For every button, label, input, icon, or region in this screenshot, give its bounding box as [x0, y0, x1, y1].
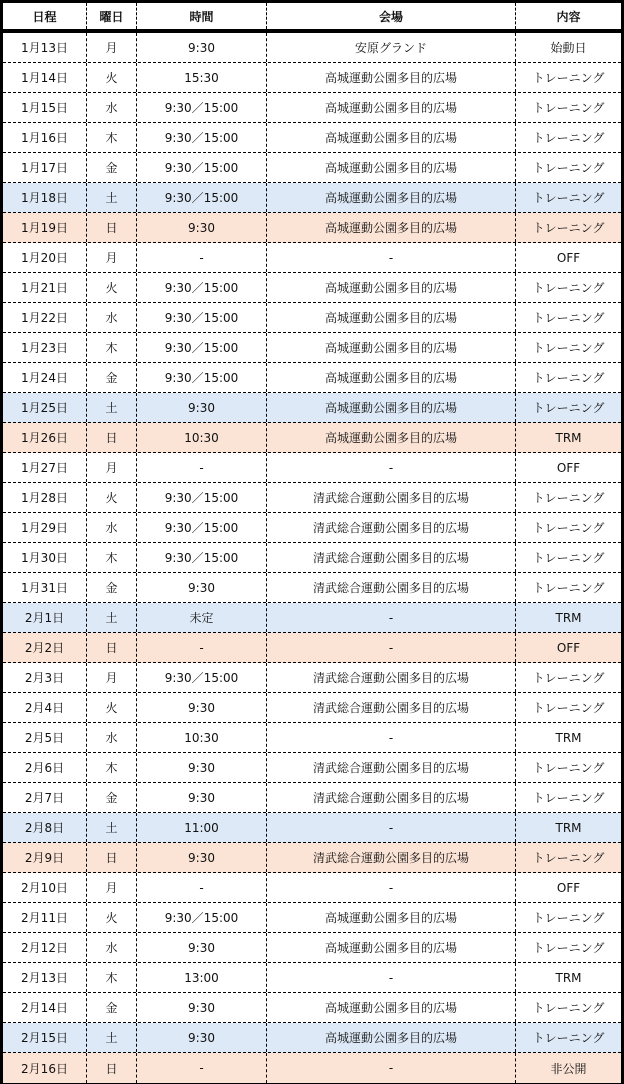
time-cell: 9:30: [137, 783, 267, 812]
weekday-cell: 水: [87, 513, 137, 542]
weekday-cell: 金: [87, 363, 137, 392]
date-cell: 1月25日: [3, 393, 87, 422]
weekday-cell: 月: [87, 243, 137, 272]
venue-cell: 清武総合運動公園多目的広場: [267, 573, 516, 602]
date-cell: 1月26日: [3, 423, 87, 452]
table-row: [3, 423, 621, 453]
header-venue: 会場: [267, 3, 516, 29]
table-row: [3, 903, 621, 933]
table-row: [3, 393, 621, 423]
date-cell: 1月19日: [3, 213, 87, 242]
table-row: [3, 573, 621, 603]
date-cell: 2月1日: [3, 603, 87, 632]
weekday-cell: 水: [87, 93, 137, 122]
time-cell: 10:30: [137, 423, 267, 452]
weekday-cell: 土: [87, 183, 137, 212]
venue-cell: 高城運動公園多目的広場: [267, 153, 516, 182]
time-cell: 9:30／15:00: [137, 903, 267, 932]
venue-cell: 高城運動公園多目的広場: [267, 93, 516, 122]
content-cell: トレーニング: [532, 671, 605, 685]
time-cell: 9:30: [137, 573, 267, 602]
table-row: [3, 1053, 621, 1083]
table-row: [3, 633, 621, 663]
time-cell: 9:30／15:00: [137, 183, 267, 212]
header-row: [3, 3, 621, 33]
date-cell: 2月14日: [3, 993, 87, 1022]
content-cell: TRM: [555, 730, 582, 745]
time-cell: 9:30: [137, 33, 267, 62]
table-row: [3, 123, 621, 153]
date-cell: 2月13日: [3, 963, 87, 992]
table-row: [3, 363, 621, 393]
content-cell: トレーニング: [532, 341, 605, 355]
weekday-cell: 月: [87, 453, 137, 482]
date-cell: 1月30日: [3, 543, 87, 572]
venue-cell: 清武総合運動公園多目的広場: [267, 693, 516, 722]
time-cell: 13:00: [137, 963, 267, 992]
weekday-cell: 木: [87, 963, 137, 992]
venue-cell: 高城運動公園多目的広場: [267, 63, 516, 92]
weekday-cell: 金: [87, 153, 137, 182]
time-cell: 10:30: [137, 723, 267, 752]
content-cell: OFF: [556, 640, 581, 655]
time-cell: -: [137, 453, 267, 482]
content-cell: トレーニング: [532, 581, 605, 595]
venue-cell: -: [267, 723, 516, 752]
venue-cell: 清武総合運動公園多目的広場: [267, 513, 516, 542]
date-cell: 1月22日: [3, 303, 87, 332]
table-row: [3, 993, 621, 1023]
venue-cell: -: [267, 603, 516, 632]
time-cell: 9:30: [137, 993, 267, 1022]
header-weekday: 曜日: [87, 3, 137, 29]
date-cell: 1月15日: [3, 93, 87, 122]
content-cell: 始動日: [550, 41, 587, 55]
table-row: [3, 813, 621, 843]
date-cell: 1月20日: [3, 243, 87, 272]
venue-cell: 清武総合運動公園多目的広場: [267, 753, 516, 782]
date-cell: 1月13日: [3, 33, 87, 62]
content-cell: TRM: [555, 430, 582, 445]
table-row: [3, 213, 621, 243]
content-cell: OFF: [556, 880, 581, 895]
venue-cell: 高城運動公園多目的広場: [267, 363, 516, 392]
date-cell: 1月16日: [3, 123, 87, 152]
time-cell: -: [137, 873, 267, 902]
content-cell: トレーニング: [532, 851, 605, 865]
time-cell: 9:30／15:00: [137, 483, 267, 512]
weekday-cell: 火: [87, 693, 137, 722]
date-cell: 2月7日: [3, 783, 87, 812]
date-cell: 1月29日: [3, 513, 87, 542]
content-cell: トレーニング: [532, 281, 605, 295]
venue-cell: 高城運動公園多目的広場: [267, 393, 516, 422]
weekday-cell: 火: [87, 63, 137, 92]
content-cell: トレーニング: [532, 911, 605, 925]
time-cell: -: [137, 633, 267, 662]
weekday-cell: 金: [87, 573, 137, 602]
time-cell: 9:30／15:00: [137, 363, 267, 392]
weekday-cell: 土: [87, 813, 137, 842]
venue-cell: 高城運動公園多目的広場: [267, 213, 516, 242]
date-cell: 1月23日: [3, 333, 87, 362]
venue-cell: -: [267, 633, 516, 662]
content-cell: TRM: [555, 970, 582, 985]
date-cell: 2月3日: [3, 663, 87, 692]
content-cell: トレーニング: [532, 311, 605, 325]
venue-cell: 高城運動公園多目的広場: [267, 933, 516, 962]
table-row: [3, 543, 621, 573]
date-cell: 2月5日: [3, 723, 87, 752]
table-row: [3, 693, 621, 723]
weekday-cell: 火: [87, 483, 137, 512]
date-cell: 2月4日: [3, 693, 87, 722]
time-cell: 9:30: [137, 1023, 267, 1052]
content-cell: トレーニング: [532, 791, 605, 805]
venue-cell: -: [267, 453, 516, 482]
venue-cell: 高城運動公園多目的広場: [267, 333, 516, 362]
weekday-cell: 日: [87, 633, 137, 662]
table-row: [3, 933, 621, 963]
date-cell: 1月28日: [3, 483, 87, 512]
date-cell: 1月27日: [3, 453, 87, 482]
content-cell: トレーニング: [532, 401, 605, 415]
content-cell: トレーニング: [532, 521, 605, 535]
header-content: 内容: [556, 9, 581, 24]
table-row: [3, 783, 621, 813]
venue-cell: 清武総合運動公園多目的広場: [267, 543, 516, 572]
time-cell: 9:30／15:00: [137, 333, 267, 362]
weekday-cell: 木: [87, 753, 137, 782]
content-cell: トレーニング: [532, 701, 605, 715]
time-cell: 9:30: [137, 393, 267, 422]
date-cell: 2月11日: [3, 903, 87, 932]
header-time: 時間: [137, 3, 267, 29]
date-cell: 1月14日: [3, 63, 87, 92]
weekday-cell: 水: [87, 303, 137, 332]
weekday-cell: 金: [87, 993, 137, 1022]
weekday-cell: 土: [87, 393, 137, 422]
time-cell: 9:30: [137, 843, 267, 872]
time-cell: 11:00: [137, 813, 267, 842]
table-row: [3, 603, 621, 633]
weekday-cell: 木: [87, 543, 137, 572]
content-cell: OFF: [556, 460, 581, 475]
content-cell: トレーニング: [532, 761, 605, 775]
time-cell: 9:30／15:00: [137, 123, 267, 152]
venue-cell: 清武総合運動公園多目的広場: [267, 783, 516, 812]
venue-cell: 高城運動公園多目的広場: [267, 423, 516, 452]
weekday-cell: 水: [87, 933, 137, 962]
table-row: [3, 663, 621, 693]
venue-cell: 清武総合運動公園多目的広場: [267, 483, 516, 512]
content-cell: トレーニング: [532, 941, 605, 955]
table-row: [3, 63, 621, 93]
date-cell: 1月31日: [3, 573, 87, 602]
venue-cell: -: [267, 1053, 516, 1083]
time-cell: 9:30／15:00: [137, 513, 267, 542]
venue-cell: 高城運動公園多目的広場: [267, 993, 516, 1022]
table-row: [3, 453, 621, 483]
venue-cell: 高城運動公園多目的広場: [267, 1023, 516, 1052]
table-row: [3, 303, 621, 333]
time-cell: 9:30: [137, 693, 267, 722]
weekday-cell: 金: [87, 783, 137, 812]
content-cell: トレーニング: [532, 371, 605, 385]
weekday-cell: 水: [87, 723, 137, 752]
content-cell: トレーニング: [532, 71, 605, 85]
table-row: [3, 93, 621, 123]
table-row: [3, 513, 621, 543]
time-cell: 9:30／15:00: [137, 663, 267, 692]
time-cell: -: [137, 1053, 267, 1083]
date-cell: 2月8日: [3, 813, 87, 842]
time-cell: 未定: [137, 603, 267, 632]
date-cell: 1月21日: [3, 273, 87, 302]
table-row: [3, 333, 621, 363]
venue-cell: -: [267, 963, 516, 992]
time-cell: 9:30／15:00: [137, 543, 267, 572]
weekday-cell: 土: [87, 1023, 137, 1052]
time-cell: 9:30／15:00: [137, 273, 267, 302]
weekday-cell: 火: [87, 903, 137, 932]
table-row: [3, 1023, 621, 1053]
venue-cell: 高城運動公園多目的広場: [267, 273, 516, 302]
content-cell: OFF: [556, 250, 581, 265]
date-cell: 1月17日: [3, 153, 87, 182]
date-cell: 2月6日: [3, 753, 87, 782]
table-row: [3, 483, 621, 513]
venue-cell: 高城運動公園多目的広場: [267, 183, 516, 212]
venue-cell: 高城運動公園多目的広場: [267, 123, 516, 152]
content-cell: トレーニング: [532, 131, 605, 145]
time-cell: 9:30／15:00: [137, 303, 267, 332]
weekday-cell: 月: [87, 873, 137, 902]
table-row: [3, 33, 621, 63]
weekday-cell: 月: [87, 663, 137, 692]
table-row: [3, 153, 621, 183]
content-cell: トレーニング: [532, 101, 605, 115]
weekday-cell: 月: [87, 33, 137, 62]
date-cell: 2月16日: [3, 1053, 87, 1083]
weekday-cell: 日: [87, 843, 137, 872]
table-row: [3, 843, 621, 873]
content-cell: トレーニング: [532, 491, 605, 505]
date-cell: 2月15日: [3, 1023, 87, 1052]
date-cell: 2月12日: [3, 933, 87, 962]
table-row: [3, 723, 621, 753]
table-row: [3, 243, 621, 273]
date-cell: 2月2日: [3, 633, 87, 662]
content-cell: 非公開: [550, 1061, 587, 1076]
date-cell: 2月10日: [3, 873, 87, 902]
weekday-cell: 日: [87, 1053, 137, 1083]
table-row: [3, 753, 621, 783]
content-cell: トレーニング: [532, 161, 605, 175]
date-cell: 2月9日: [3, 843, 87, 872]
weekday-cell: 土: [87, 603, 137, 632]
date-cell: 1月24日: [3, 363, 87, 392]
time-cell: 15:30: [137, 63, 267, 92]
venue-cell: -: [267, 873, 516, 902]
weekday-cell: 日: [87, 423, 137, 452]
content-cell: トレーニング: [532, 191, 605, 205]
content-cell: トレーニング: [532, 551, 605, 565]
table-row: [3, 873, 621, 903]
venue-cell: 清武総合運動公園多目的広場: [267, 843, 516, 872]
venue-cell: 高城運動公園多目的広場: [267, 303, 516, 332]
weekday-cell: 木: [87, 333, 137, 362]
weekday-cell: 木: [87, 123, 137, 152]
content-cell: TRM: [555, 610, 582, 625]
venue-cell: -: [267, 813, 516, 842]
table-row: [3, 963, 621, 993]
content-cell: TRM: [555, 820, 582, 835]
venue-cell: 安原グランド: [267, 33, 516, 62]
table-body: [3, 33, 621, 1083]
content-cell: トレーニング: [532, 221, 605, 235]
venue-cell: -: [267, 243, 516, 272]
time-cell: 9:30／15:00: [137, 153, 267, 182]
time-cell: 9:30: [137, 213, 267, 242]
time-cell: 9:30: [137, 933, 267, 962]
date-cell: 1月18日: [3, 183, 87, 212]
content-cell: トレーニング: [532, 1001, 605, 1015]
time-cell: 9:30／15:00: [137, 93, 267, 122]
venue-cell: 清武総合運動公園多目的広場: [267, 663, 516, 692]
weekday-cell: 日: [87, 213, 137, 242]
table-row: [3, 273, 621, 303]
weekday-cell: 火: [87, 273, 137, 302]
time-cell: 9:30: [137, 753, 267, 782]
time-cell: -: [137, 243, 267, 272]
table-row: [3, 183, 621, 213]
venue-cell: 高城運動公園多目的広場: [267, 903, 516, 932]
content-cell: トレーニング: [532, 1031, 605, 1045]
header-date: 日程: [3, 3, 87, 29]
